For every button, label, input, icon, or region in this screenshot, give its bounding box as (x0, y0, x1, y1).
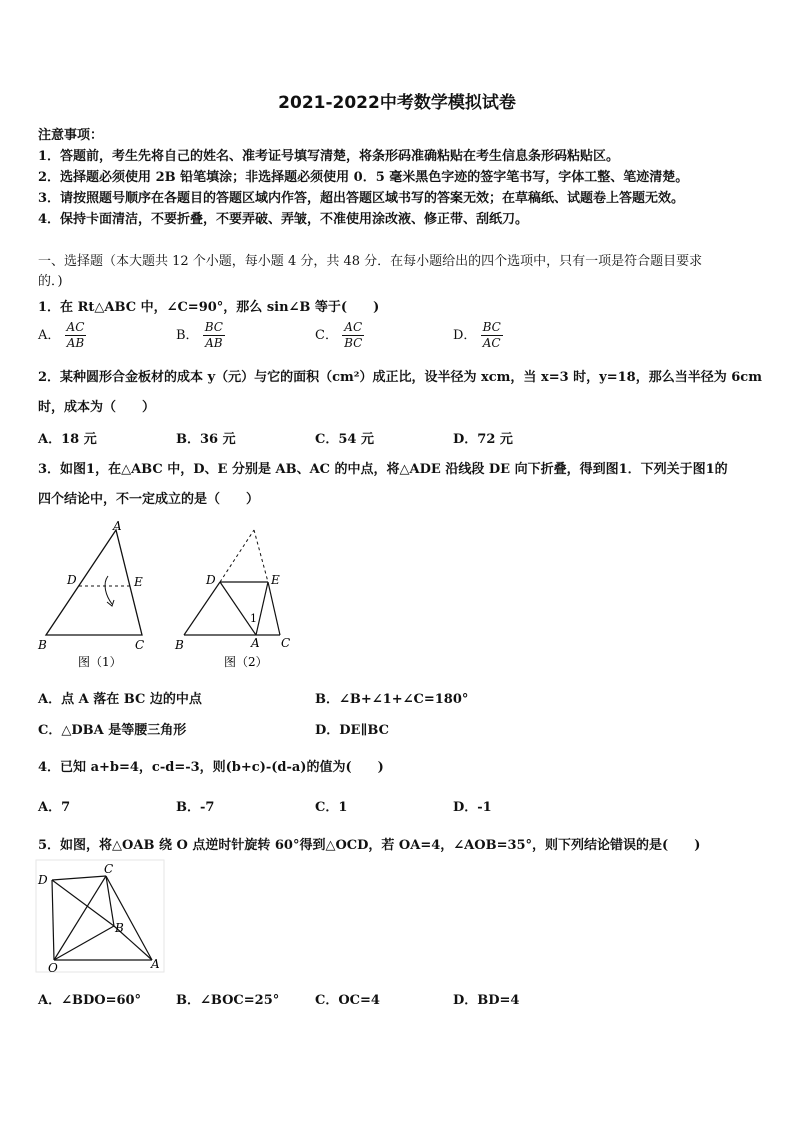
q5-label-c: C (104, 862, 114, 876)
section-heading-line1: 一、选择题（本大题共 12 个小题，每小题 4 分，共 48 分．在每小题给出的四个选项中，只有一项是符合题目要求 (38, 254, 703, 269)
q3-fig2-label-c: C (281, 636, 291, 650)
q3-fig1-caption: 图（1） (78, 655, 122, 669)
q3-fig1-label-c: C (135, 638, 145, 652)
q5-option-b[interactable]: B．∠BOC=25° (176, 993, 280, 1008)
q3-figure-2 (174, 530, 290, 669)
q2-option-c[interactable]: C．54 元 (315, 432, 374, 447)
q5-label-b: B (115, 921, 124, 935)
q4-option-a[interactable]: A．7 (38, 800, 71, 815)
q4-option-b[interactable]: B．-7 (176, 800, 215, 815)
q3-fig2-segment-db (184, 582, 220, 635)
q1-option-b-fraction: $\frac{BC}{AB}$ (204, 320, 223, 350)
q2-option-d[interactable]: D．72 元 (453, 432, 513, 447)
q5-label-d: D (38, 873, 48, 887)
notice-item-1: 1．答题前，考生先将自己的姓名、准考证号填写清楚，将条形码准确粘贴在考生信息条形码粘贴区。 (38, 149, 620, 164)
q2-stem-line1: 2．某种圆形合金板材的成本 y（元）与它的面积（cm²）成正比，设半径为 xcm，当 x=3 时，y=18，那么当半径为 6cm (38, 370, 762, 385)
q3-fig2-label-d: D (206, 573, 216, 587)
q3-fig2-label-e: E (271, 573, 280, 587)
q3-stem-line2: 四个结论中，不一定成立的是（ ） (38, 492, 260, 507)
q5-segment-dc (52, 876, 106, 880)
q5-label-o: O (48, 961, 58, 974)
q1-stem: 1．在 Rt△ABC 中，∠C=90°，那么 sin∠B 等于( ) (38, 300, 380, 315)
q1-option-a[interactable]: A． $\frac{AC}{AB}$ (38, 320, 85, 350)
q1-option-c[interactable]: C． $\frac{AC}{BC}$ (315, 320, 363, 350)
q5-figure (34, 858, 166, 974)
q1-option-a-fraction: $\frac{AC}{AB}$ (66, 320, 85, 350)
q5-stem: 5．如图，将△OAB 绕 O 点逆时针旋转 60°得到△OCD，若 OA=4，∠AOB=35°，则下列结论错误的是( ) (38, 838, 701, 853)
q1-option-b[interactable]: B． $\frac{BC}{AB}$ (176, 320, 223, 350)
q3-fig2-label-1: 1 (250, 612, 257, 625)
q3-option-d[interactable]: D．DE∥BC (315, 723, 389, 738)
q3-option-b[interactable]: B．∠B+∠1+∠C=180° (315, 692, 469, 707)
q3-figure-1 (37, 519, 144, 669)
q2-option-a[interactable]: A．18 元 (38, 432, 97, 447)
q3-stem-line1: 3．如图1，在△ABC 中，D、E 分别是 AB、AC 的中点，将△ADE 沿线段 DE 向下折叠，得到图1．下列关于图1的 (38, 462, 728, 477)
q3-fig2-label-b: B (175, 638, 184, 652)
q2-stem-line2: 时，成本为（ ） (38, 400, 156, 415)
q3-fig1-fold-arrow (105, 576, 112, 604)
notice-item-4: 4．保持卡面清洁，不要折叠，不要弄破、弄皱，不准使用涂改液、修正带、刮纸刀。 (38, 212, 529, 227)
q4-option-d[interactable]: D．-1 (453, 800, 492, 815)
q5-label-a: A (151, 957, 160, 971)
page-title: 2021-2022中考数学模拟试卷 (278, 93, 516, 113)
section-heading-line2: 的．) (38, 274, 63, 289)
q3-fig2-segment-ec (268, 582, 280, 635)
q5-option-c[interactable]: C．OC=4 (315, 993, 380, 1008)
q5-option-d[interactable]: D．BD=4 (453, 993, 520, 1008)
q5-segment-ob (54, 926, 114, 960)
q3-fig2-label-a: A (251, 636, 260, 650)
q3-figures (34, 518, 294, 676)
q3-fig2-segment-da (220, 582, 256, 635)
q3-fig1-label-a: A (113, 519, 122, 533)
q1-option-d[interactable]: D． $\frac{BC}{AC}$ (453, 320, 501, 350)
q3-option-c[interactable]: C．△DBA 是等腰三角形 (38, 723, 187, 738)
q2-option-b[interactable]: B．36 元 (176, 432, 236, 447)
q3-fig2-segment-ea (256, 582, 268, 635)
notice-heading: 注意事项： (38, 128, 104, 143)
q1-option-d-fraction: $\frac{BC}{AC}$ (482, 320, 501, 350)
q4-stem: 4．已知 a+b=4，c-d=-3，则(b+c)-(d-a)的值为( ) (38, 760, 384, 775)
q5-option-a[interactable]: A．∠BDO=60° (38, 993, 142, 1008)
q4-option-c[interactable]: C．1 (315, 800, 348, 815)
q3-fig1-label-e: E (134, 575, 143, 589)
q3-fig1-label-b: B (38, 638, 47, 652)
q5-segment-od (52, 880, 54, 960)
q3-fig2-dashed-ad (220, 530, 254, 582)
q5-segment-db (52, 880, 114, 926)
q3-fig2-caption: 图（2） (224, 655, 268, 669)
q3-option-a[interactable]: A．点 A 落在 BC 边的中点 (38, 692, 202, 707)
q1-option-c-fraction: $\frac{AC}{BC}$ (344, 320, 363, 350)
q3-fig1-triangle-abc (46, 530, 142, 635)
q5-segment-oc (54, 876, 106, 960)
notice-item-3: 3．请按照题号顺序在各题目的答题区域内作答，超出答题区域书写的答案无效；在草稿纸、试题卷上答题无效。 (38, 191, 685, 206)
q3-fig1-label-d: D (67, 573, 77, 587)
q3-fig2-dashed-ae (254, 530, 268, 582)
notice-item-2: 2．选择题必须使用 2B 铅笔填涂；非选择题必须使用 0．5 毫米黑色字迹的签字笔书写，字体工整、笔迹清楚。 (38, 170, 689, 185)
